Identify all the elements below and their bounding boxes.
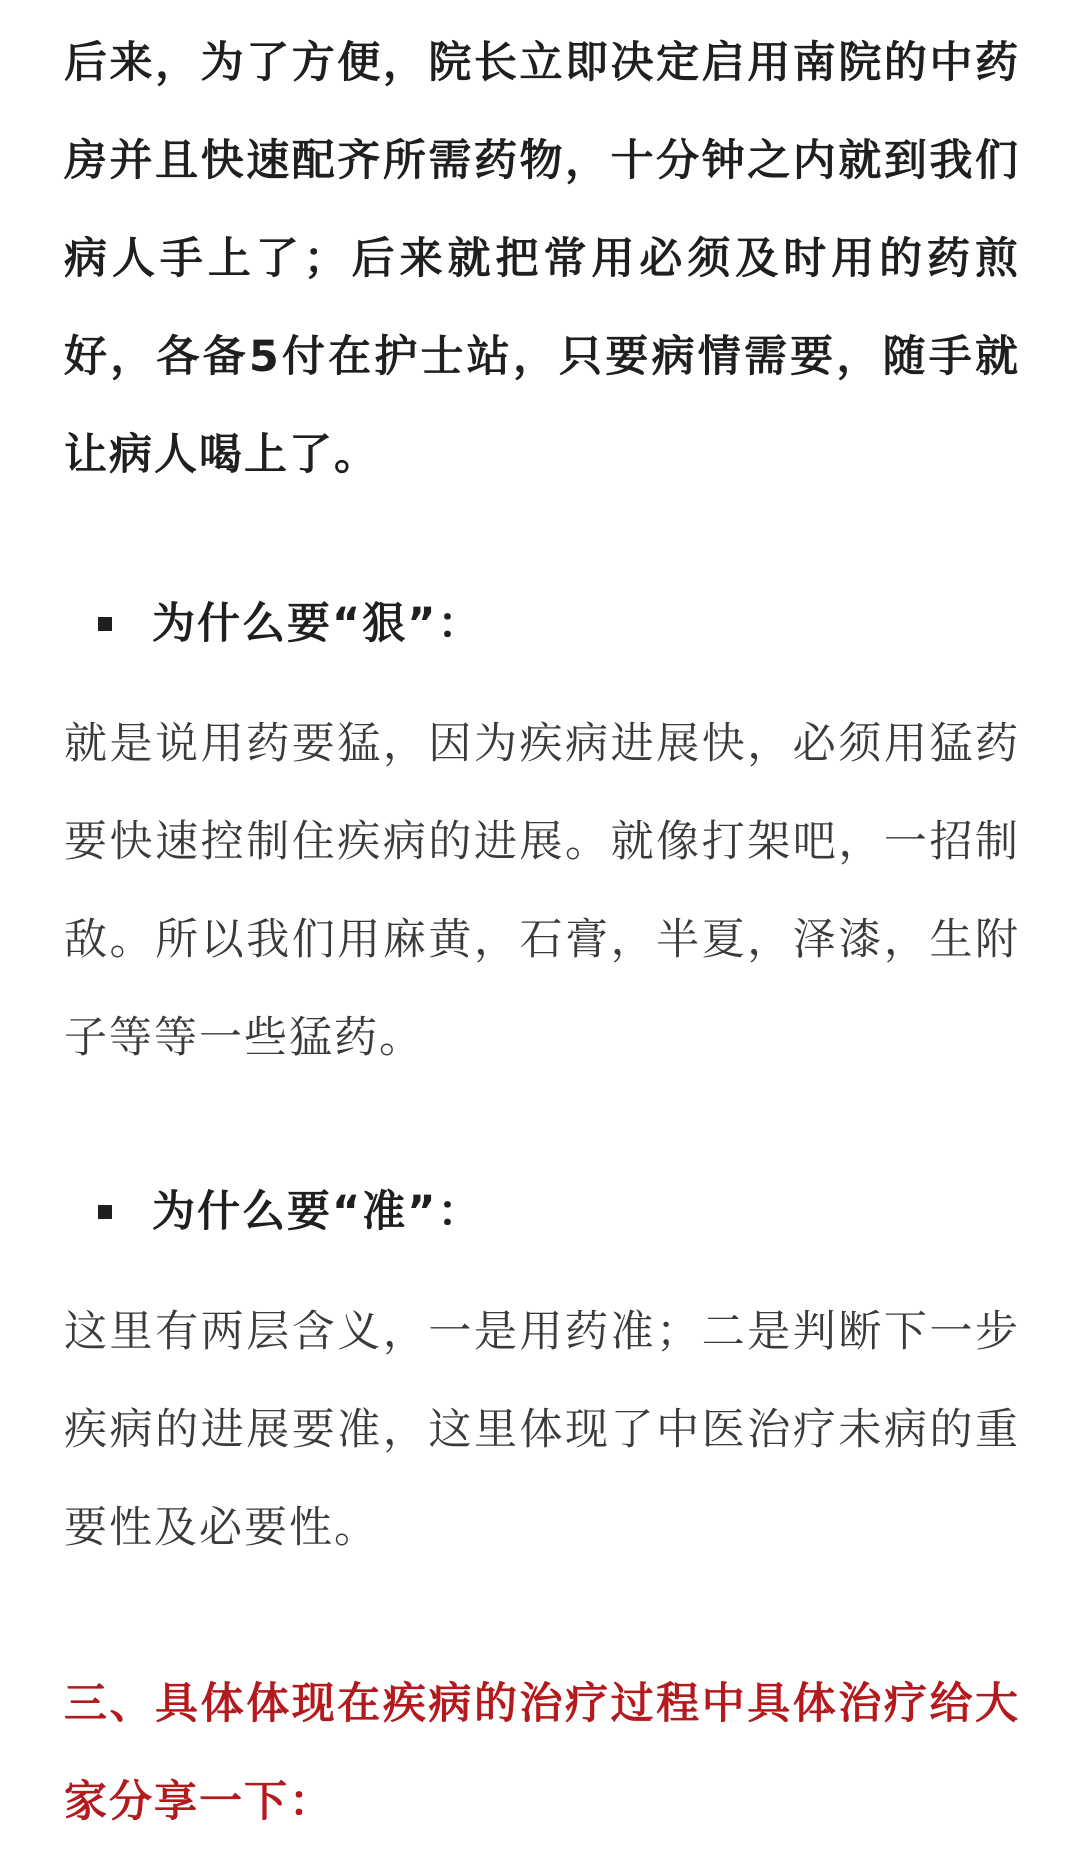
paragraph-pharmacy: 后来，为了方便，院长立即决定启用南院的中药房并且快速配齐所需药物，十分钟之内就到我们病人手上了；后来就把常用必须及时用的药煎好，各备5付在护士站，只要病情需要，随手就让病人喝上了。 (64, 38, 1020, 480)
section-heading: 三、具体体现在疾病的治疗过程中具体治疗给大家分享一下： (64, 1679, 1020, 1827)
bullet-item-why-precise (64, 1163, 1020, 1261)
bullet-label: 为什么要“狠”： (152, 599, 483, 649)
square-bullet-icon (98, 1205, 112, 1219)
paragraph-fierce: 就是说用药要猛，因为疾病进展快，必须用猛药要快速控制住疾病的进展。就像打架吧，一招制敌。所以我们用麻黄，石膏，半夏，泽漆，生附子等等一些猛药。 (64, 719, 1020, 1063)
bullet-item-why-fierce (64, 575, 1020, 673)
paragraph-precise: 这里有两层含义，一是用药准；二是判断下一步疾病的进展要准，这里体现了中医治疗未病的重要性及必要性。 (64, 1307, 1020, 1553)
bullet-label: 为什么要“准”： (152, 1187, 483, 1237)
square-bullet-icon (98, 617, 112, 631)
